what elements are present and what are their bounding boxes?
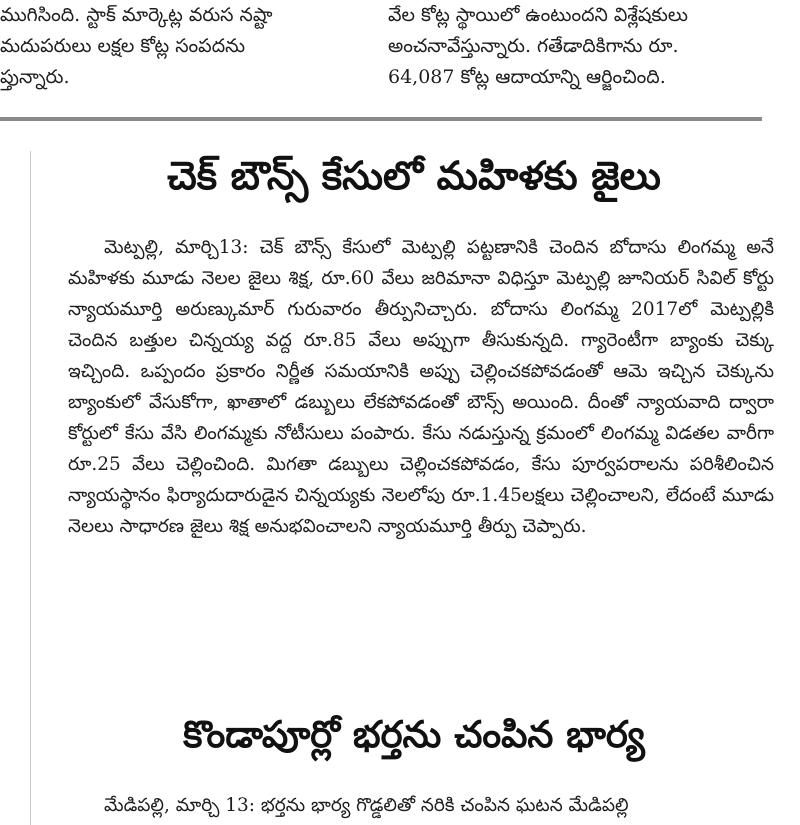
text-line: వేల కోట్ల స్థాయిలో ఉంటుందని విశ్లేషకులు: [388, 4, 688, 26]
previous-article-left-column: [0, 0, 340, 93]
article-paragraph: మేడిపల్లి, మార్చి 13: భర్తను భార్య గొడ్డలితో నరికి చంపిన ఘటన మేడిపల్లి: [104, 795, 629, 816]
text-line: 64,087 కోట్ల ఆదాయాన్ని ఆర్జించింది.: [388, 66, 666, 88]
article-headline-check-bounce: చెక్ బౌన్స్ కేసులో మహిళకు జైలు: [167, 154, 661, 199]
previous-article-right-column: [388, 0, 768, 93]
article-body-kondapur: [68, 790, 774, 824]
text-line: మదుపరులు లక్షల కోట్ల సంపదను: [0, 35, 246, 57]
column-rule: [30, 151, 31, 825]
article-body-check-bounce: [68, 232, 774, 692]
section-divider: [0, 117, 762, 121]
article-headline-kondapur: కొండాపూర్లో భర్తను చంపిన భార్య: [183, 713, 645, 756]
article-paragraph: మెట్పల్లి, మార్చి13: చెక్ బౌన్స్ కేసులో మెట్పల్లి పట్టణానికి చెందిన బోదాసు లింగమ్మ అనే మహిళకు మూడు నెలల జైలు శిక్ష, రూ.60 వేలు జరిమానా విధిస్తూ మెట్పల్లి జూనియర్ సివిల్ కోర్టు న్యాయమూర్తి అరుణ్కుమార్ గురువారం తీర్పునిచ్చారు. బోదాసు లింగమ్మ 2017లో మెట్పల్లికి చెందిన బత్తుల చిన్నయ్య వద్ద రూ.85 వేలు అప్పుగా తీసుకున్నది. గ్యారెంటీగా బ్యాంకు చెక్కు ఇచ్చింది. ఒప్పందం ప్రకారం నిర్ణీత సమయానికి అప్పు చెల్లించకపోవడంతో ఆమె ఇచ్చిన చెక్కును బ్యాంకులో వేసుకోగా, ఖాతాలో డబ్బులు లేకపోవడంతో బౌన్స్ అయింది. దీంతో న్యాయవాది ద్వారా కోర్టులో కేసు వేసి లింగమ్మకు నోటీసులు పంపారు. కేసు నడుస్తున్న క్రమంలో లింగమ్మ విడతల వారీగా రూ.25 వేలు చెల్లించింది. మిగతా డబ్బులు చెల్లించకపోవడం, కేసు పూర్వపరాలను పరిశీలించిన న్యాయస్థానం ఫిర్యాదుదారుడైన చిన్నయ్యకు నెలలోపు రూ.1.45లక్షలు చెల్లించాలని, లేదంటే మూడు నెలలు సాధారణ జైలు శిక్ష అనుభవించాలని న్యాయమూర్తి తీర్పు చెప్పారు.: [68, 237, 774, 537]
text-line: ముగిసింది. స్టాక్ మార్కెట్ల వరుస నష్టా: [0, 4, 273, 26]
text-line: ప్తున్నారు.: [0, 66, 70, 88]
text-line: అంచనావేస్తున్నారు. గతేడాదికిగాను రూ.: [388, 35, 679, 57]
